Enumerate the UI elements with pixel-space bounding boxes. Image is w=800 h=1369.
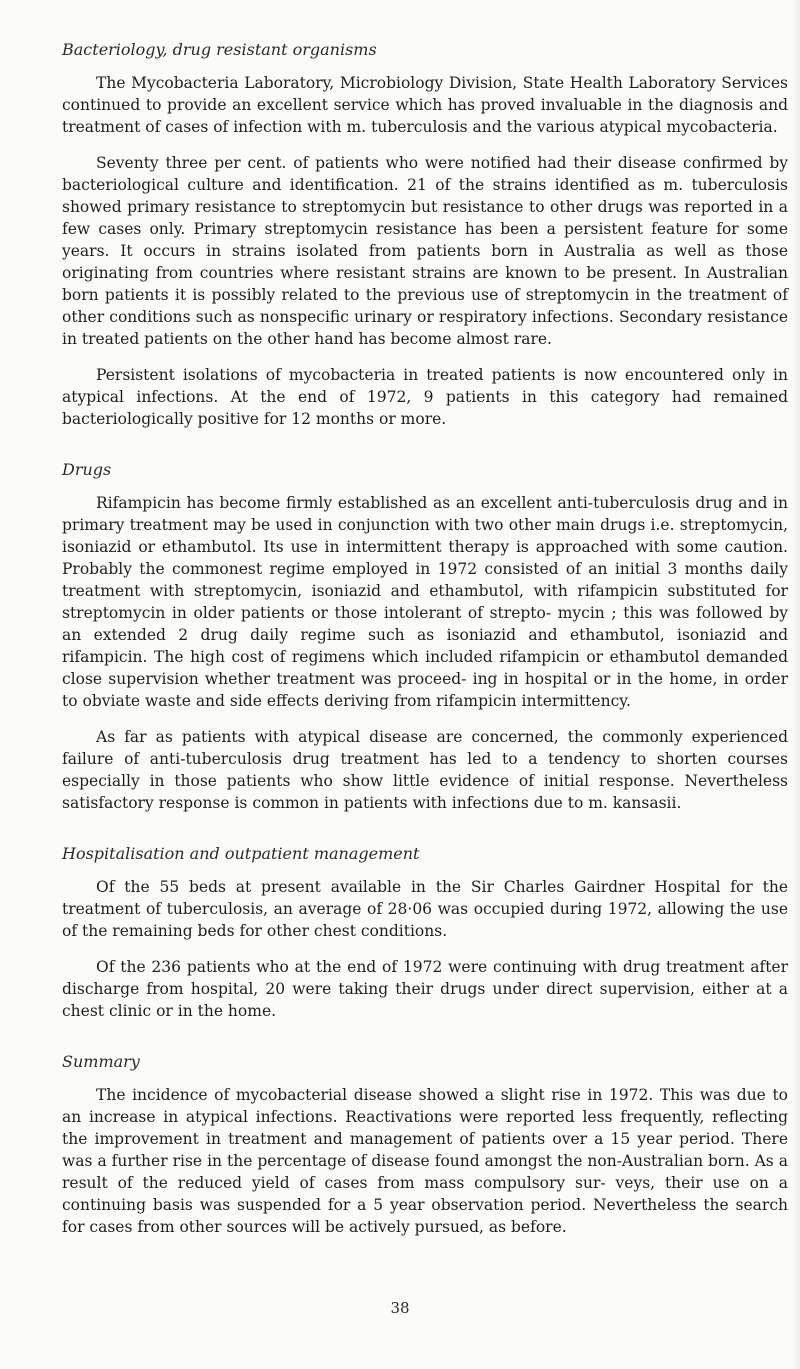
page-edge-shadow (792, 0, 800, 1369)
section-drugs (62, 460, 788, 814)
paragraph: Seventy three per cent. of patients who were notified had their disease confirmed by bacteriological culture and identification. 21 of the strains identified as m. tuberculosis showed primary resistance to streptomycin but resistance to other drugs was reported in a few cases only. Primary streptomycin resistance has been a persistent feature for some years. It occurs in strains isolated from patients born in Australia as well as those originating from countries where resistant strains are known to be present. In Australian born patients it is possibly related to the previous use of streptomycin in the treatment of other conditions such as nonspecific urinary or respiratory infections. Secondary resistance in treated patients on the other hand has become almost rare. (62, 154, 788, 348)
page-number: 38 (390, 1299, 410, 1317)
section-heading: Hospitalisation and outpatient management (62, 844, 420, 863)
paragraph: Rifampicin has become firmly established as an excellent anti-tuberculosis drug and in primary treatment may be used in conjunction with two other main drugs i.e. streptomycin, isoniazid or ethambutol. Its use in intermittent therapy is approached with some caution. Probably the commonest regime employed in 1972 consisted of an initial 3 months daily treatment with streptomycin, isoniazid and ethambutol, with rifampicin substituted for streptomycin in older patients or those intolerant of strepto- mycin ; this was followed by an extended 2 drug daily regime such as isoniazid and ethambutol, isoniazid and rifampicin. The high cost of regimens which included rifampicin or ethambutol demanded close supervision whether treatment was proceed- ing in hospital or in the home, in order to obviate waste and side effects deriving from rifampicin intermittency. (62, 494, 788, 710)
section-summary (62, 1052, 788, 1238)
paragraph: Of the 236 patients who at the end of 1972 were continuing with drug treatment after discharge from hospital, 20 were taking their drugs under direct supervision, either at a chest clinic or in the home. (62, 958, 788, 1020)
section-hospitalisation (62, 844, 788, 1022)
paragraph: The incidence of mycobacterial disease showed a slight rise in 1972. This was due to an increase in atypical infections. Reactivations were reported less frequently, reflecting the improvement in treatment and management of patients over a 15 year period. There was a further rise in the percentage of disease found amongst the non-Australian born. As a result of the reduced yield of cases from mass compulsory sur- veys, their use on a continuing basis was suspended for a 5 year observation period. Nevertheless the search for cases from other sources will be actively pursued, as before. (62, 1086, 788, 1236)
section-bacteriology (62, 40, 788, 430)
paragraph: Of the 55 beds at present available in the Sir Charles Gairdner Hospital for the treatment of tuberculosis, an average of 28·06 was occupied during 1972, allowing the use of the remaining beds for other chest conditions. (62, 878, 788, 940)
section-heading: Drugs (62, 460, 112, 479)
section-heading: Bacteriology, drug resistant organisms (62, 40, 377, 59)
document-page (62, 40, 788, 1268)
paragraph: As far as patients with atypical disease are concerned, the commonly experienced failure of anti-tuberculosis drug treatment has led to a tendency to shorten courses especially in those patients who show little evidence of initial response. Nevertheless satisfactory response is common in patients with infections due to m. kansasii. (62, 728, 788, 812)
paragraph: Persistent isolations of mycobacteria in treated patients is now encountered only in atypical infections. At the end of 1972, 9 patients in this category had remained bacteriologically positive for 12 months or more. (62, 366, 788, 428)
section-heading: Summary (62, 1052, 140, 1071)
paragraph: The Mycobacteria Laboratory, Microbiology Division, State Health Laboratory Services continued to provide an excellent service which has proved invaluable in the diagnosis and treatment of cases of infection with m. tuberculosis and the various atypical mycobacteria. (62, 74, 788, 136)
